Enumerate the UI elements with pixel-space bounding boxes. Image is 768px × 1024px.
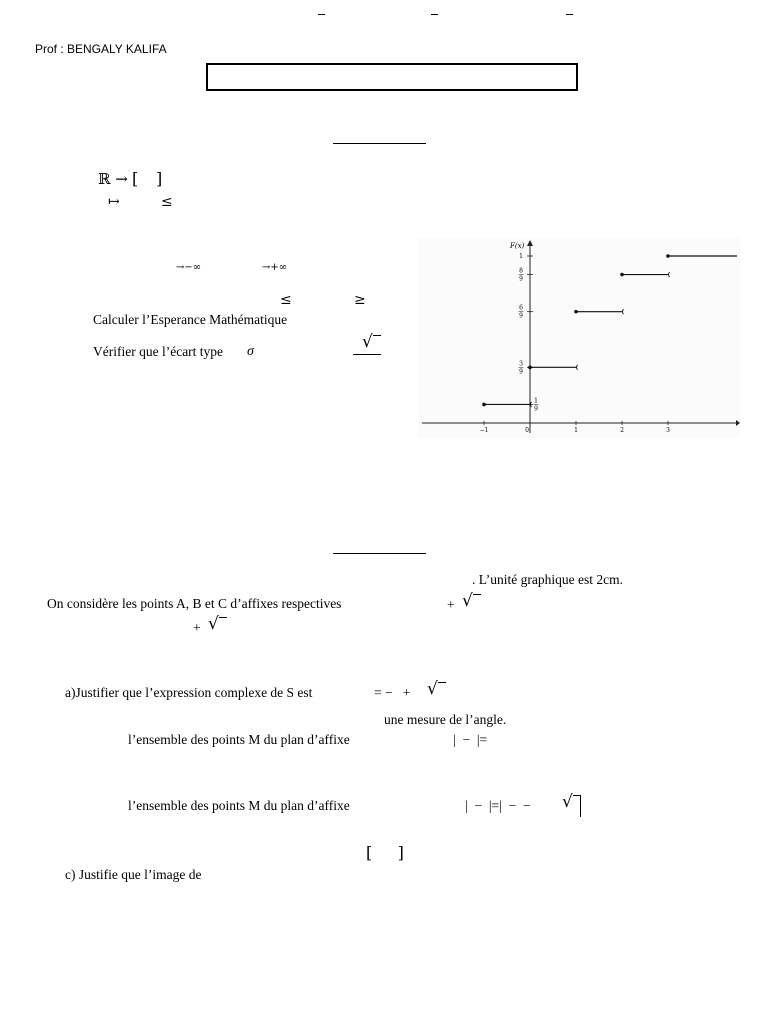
exercise2-heading-underline — [333, 553, 426, 554]
points-statement: On considère les points A, B et C d’affixes respectives — [47, 596, 342, 611]
fraction-bar-ex1 — [353, 354, 381, 355]
x-tick-label-4: 3 — [666, 427, 670, 434]
author-line: Prof : BENGALY KALIFA — [35, 42, 167, 56]
step-closed-point-4 — [666, 254, 670, 258]
sqrt-bar-1 — [473, 594, 481, 595]
plus-symbol-1: + — [447, 597, 455, 612]
plus-symbol-2: + — [193, 620, 201, 635]
bracket-left: [ — [132, 169, 139, 188]
ensemble-2-expression: | − |=| − − — [465, 798, 531, 813]
geq-symbol-2: ≥ — [354, 292, 366, 308]
x-tick-label-3: 2 — [620, 427, 624, 434]
x-tick-label-0: −1 — [479, 427, 489, 434]
cdf-step-graph — [418, 238, 740, 438]
sqrt-bar-2 — [219, 617, 227, 618]
y-tick-label-den-2: 9 — [519, 312, 523, 320]
top-dash-2 — [431, 14, 438, 15]
y-tick-label-num-1: 8 — [519, 267, 523, 275]
y-tick-label-num-3: 3 — [519, 360, 523, 368]
ensemble-line-1: l’ensemble des points M du plan d’affixe — [128, 732, 350, 747]
leq-symbol: ≤ — [161, 194, 173, 210]
sigma-symbol: σ — [247, 344, 254, 359]
top-dash-1 — [318, 14, 325, 15]
unit-statement: . L’unité graphique est 2cm. — [472, 572, 623, 587]
limit-plus-infinity: →+∞ — [262, 262, 288, 273]
leq-symbol-2: ≤ — [280, 292, 292, 308]
x-tick-label-2: 1 — [574, 427, 578, 434]
sqrt-bar-3 — [438, 682, 446, 683]
abs-bar-right — [580, 795, 581, 817]
limit-minus-infinity: →−∞ — [176, 262, 202, 273]
exercise1-heading-underline — [333, 143, 426, 144]
y-axis-label: F(x) — [510, 242, 525, 250]
angle-measure-text: une mesure de l’angle. — [384, 712, 507, 727]
y-tick-label-den-1: 9 — [519, 275, 523, 283]
question-a: a)Justifier que l’expression complexe de S est — [65, 685, 313, 700]
question-a-expression: = − + — [374, 685, 411, 700]
step-closed-point-0 — [482, 403, 486, 407]
y-tick-label-den-4: 9 — [534, 405, 538, 413]
step-closed-point-1 — [528, 366, 532, 370]
sqrt-symbol-ex1: √ — [362, 332, 373, 352]
question-c: c) Justifie que l’image de — [65, 867, 202, 882]
sqrt-symbol-1: √ — [462, 591, 473, 611]
ecart-type-question: Vérifier que l’écart type — [93, 344, 224, 359]
sqrt-symbol-2: √ — [208, 614, 219, 634]
interval-brackets: [ ] — [366, 843, 404, 862]
sqrt-symbol-4: √ — [562, 792, 573, 812]
y-tick-label-0: 1 — [519, 253, 523, 260]
sqrt-symbol-3: √ — [427, 679, 438, 699]
step-closed-point-2 — [574, 310, 578, 314]
ensemble-1-expression: | − |= — [453, 732, 488, 747]
sqrt-bar-ex1 — [373, 335, 381, 336]
reals-arrow: ℝ → — [98, 170, 128, 188]
step-closed-point-3 — [620, 273, 624, 277]
bracket-right: ] — [156, 169, 163, 188]
esperance-question: Calculer l’Esperance Mathématique — [93, 312, 288, 327]
ensemble-line-2: l’ensemble des points M du plan d’affixe — [128, 798, 350, 813]
y-tick-label-den-3: 9 — [519, 368, 523, 376]
title-box — [206, 63, 578, 91]
y-tick-label-num-2: 6 — [519, 304, 523, 312]
y-tick-label-num-4: 1 — [534, 397, 538, 405]
top-dash-3 — [566, 14, 573, 15]
mapsto-symbol: ↦ — [108, 194, 120, 210]
x-tick-label-1: 0 — [525, 427, 529, 434]
